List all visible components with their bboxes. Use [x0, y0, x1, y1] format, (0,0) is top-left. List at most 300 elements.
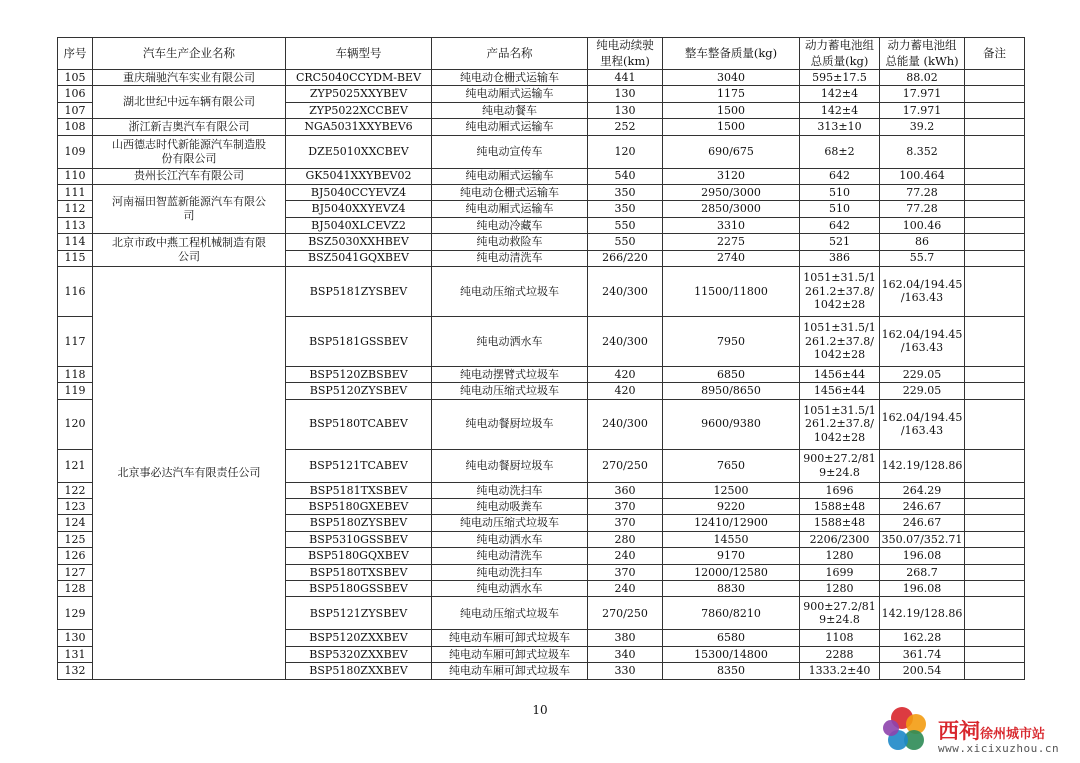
cell-product: 纯电动仓栅式运输车 — [432, 70, 588, 86]
cell-remark — [965, 102, 1025, 118]
page-number: 10 — [532, 703, 548, 717]
cell-range — [588, 482, 663, 498]
cell-range — [588, 646, 663, 662]
cell-company-line: 山西德志时代新能源汽车制造股 — [112, 137, 266, 151]
cell-no: 129 — [58, 597, 93, 630]
cell-range-line: 266/220 — [602, 251, 648, 265]
cell-range-line: 550 — [614, 235, 636, 249]
cell-company — [93, 266, 286, 679]
cell-energy-line: 162.04/194.45 — [881, 410, 963, 424]
cell-range — [588, 366, 663, 382]
cell-range — [588, 316, 663, 366]
cell-product: 纯电动车厢可卸式垃圾车 — [432, 663, 588, 679]
cell-product: 纯电动洒水车 — [432, 531, 588, 547]
cell-mass: 3310 — [663, 217, 800, 233]
cell-no: 110 — [58, 168, 93, 184]
cell-range — [588, 531, 663, 547]
cell-energy — [880, 630, 965, 646]
header-col-no — [58, 38, 93, 70]
cell-battery-mass — [800, 515, 880, 531]
cell-product: 纯电动宣传车 — [432, 135, 588, 168]
cell-company-line: 浙江新吉奥汽车有限公司 — [128, 120, 250, 134]
cell-model: BSP5120ZBSBEV — [286, 366, 432, 382]
header-col-energy — [880, 38, 965, 70]
cell-energy-line: 162.28 — [902, 631, 942, 645]
cell-energy-line: 86 — [915, 235, 929, 249]
cell-company-line: 重庆瑞驰汽车实业有限公司 — [123, 70, 255, 84]
cell-range — [588, 564, 663, 580]
cell-battery-mass — [800, 581, 880, 597]
cell-no: 127 — [58, 564, 93, 580]
cell-remark — [965, 168, 1025, 184]
cell-remark — [965, 135, 1025, 168]
cell-product: 纯电动洗扫车 — [432, 564, 588, 580]
header-col-product-line: 产品名称 — [486, 45, 533, 60]
cell-product: 纯电动餐厨垃圾车 — [432, 449, 588, 482]
header-col-mass — [663, 38, 800, 70]
cell-energy-line: /163.43 — [900, 424, 944, 438]
cell-no: 115 — [58, 250, 93, 266]
cell-energy — [880, 515, 965, 531]
cell-energy — [880, 482, 965, 498]
cell-no: 105 — [58, 70, 93, 86]
cell-no: 122 — [58, 482, 93, 498]
cell-no: 116 — [58, 266, 93, 316]
table-row — [58, 234, 1025, 250]
cell-energy-line: 162.04/194.45 — [881, 277, 963, 291]
cell-no: 131 — [58, 646, 93, 662]
cell-battery-mass-line: 1456±44 — [813, 367, 866, 381]
header-col-product — [432, 38, 588, 70]
cell-model: BSP5181TXSBEV — [286, 482, 432, 498]
cell-battery-mass — [800, 250, 880, 266]
cell-remark — [965, 531, 1025, 547]
cell-range — [588, 234, 663, 250]
cell-battery-mass — [800, 70, 880, 86]
table-row — [58, 135, 1025, 168]
cell-range-line: 550 — [614, 218, 636, 232]
cell-battery-mass-line: 900±27.2/81 — [803, 599, 876, 613]
cell-mass: 2950/3000 — [663, 184, 800, 200]
cell-mass: 3120 — [663, 168, 800, 184]
cell-energy — [880, 499, 965, 515]
cell-no: 112 — [58, 201, 93, 217]
cell-battery-mass-line: 521 — [829, 235, 850, 249]
cell-product: 纯电动餐车 — [432, 102, 588, 118]
cell-mass: 8830 — [663, 581, 800, 597]
cell-battery-mass — [800, 266, 880, 316]
cell-energy-line: 196.08 — [902, 549, 942, 563]
cell-mass: 6850 — [663, 366, 800, 382]
cell-battery-mass — [800, 531, 880, 547]
cell-battery-mass-line: 642 — [829, 218, 850, 232]
cell-battery-mass-line: 1333.2±40 — [808, 664, 871, 678]
cell-company-line: 湖北世纪中远车辆有限公司 — [123, 95, 255, 109]
cell-product: 纯电动摆臂式垃圾车 — [432, 366, 588, 382]
cell-energy — [880, 663, 965, 679]
cell-mass: 6580 — [663, 630, 800, 646]
cell-product: 纯电动厢式运输车 — [432, 86, 588, 102]
cell-mass: 15300/14800 — [663, 646, 800, 662]
cell-product: 纯电动吸粪车 — [432, 499, 588, 515]
cell-model: BSP5120ZYSBEV — [286, 383, 432, 399]
cell-range-line: 370 — [614, 565, 636, 579]
header-col-range-line: 纯电动续驶 — [596, 38, 654, 52]
cell-mass: 1175 — [663, 86, 800, 102]
cell-product: 纯电动压缩式垃圾车 — [432, 383, 588, 399]
cell-battery-mass-line: 642 — [829, 169, 850, 183]
cell-energy-line: 196.08 — [902, 581, 942, 595]
cell-product: 纯电动清洗车 — [432, 548, 588, 564]
cell-battery-mass-line: 510 — [829, 185, 850, 199]
cell-product: 纯电动救险车 — [432, 234, 588, 250]
cell-battery-mass-line: 1699 — [825, 565, 854, 579]
cell-model: BSP5180GXEBEV — [286, 499, 432, 515]
cell-remark — [965, 581, 1025, 597]
cell-battery-mass-line: 261.2±37.8/ — [805, 334, 874, 348]
cell-mass: 9220 — [663, 499, 800, 515]
cell-energy — [880, 168, 965, 184]
cell-mass: 9600/9380 — [663, 399, 800, 449]
cell-model: BSP5181GSSBEV — [286, 316, 432, 366]
cell-mass: 7860/8210 — [663, 597, 800, 630]
cell-model: BSP5180ZYSBEV — [286, 515, 432, 531]
cell-range-line: 270/250 — [602, 606, 648, 620]
cell-model: BSP5180TXSBEV — [286, 564, 432, 580]
cell-remark — [965, 119, 1025, 135]
cell-battery-mass-line: 1280 — [825, 581, 854, 595]
cell-battery-mass-line: 142±4 — [820, 87, 859, 101]
cell-product: 纯电动压缩式垃圾车 — [432, 597, 588, 630]
cell-product: 纯电动压缩式垃圾车 — [432, 266, 588, 316]
cell-model: ZYP5022XCCBEV — [286, 102, 432, 118]
header-col-model-line: 车辆型号 — [335, 45, 382, 60]
cell-remark — [965, 383, 1025, 399]
header-col-range-line: 里程(km) — [600, 53, 650, 68]
cell-range-line: 360 — [614, 483, 636, 497]
cell-mass: 9170 — [663, 548, 800, 564]
cell-range — [588, 399, 663, 449]
cell-range — [588, 70, 663, 86]
watermark-logo — [880, 698, 1075, 760]
cell-no: 120 — [58, 399, 93, 449]
cell-model: NGA5031XXYBEV6 — [286, 119, 432, 135]
cell-energy-line: 8.352 — [906, 144, 938, 158]
cell-battery-mass-line: 1588±48 — [813, 516, 866, 530]
cell-company — [93, 119, 286, 135]
cell-range-line: 240 — [614, 549, 636, 563]
cell-model: BSZ5041GQXBEV — [286, 250, 432, 266]
cell-product: 纯电动餐厨垃圾车 — [432, 399, 588, 449]
cell-remark — [965, 597, 1025, 630]
header-col-model — [286, 38, 432, 70]
cell-battery-mass — [800, 184, 880, 200]
cell-range — [588, 581, 663, 597]
cell-company — [93, 234, 286, 267]
cell-battery-mass-line: 1042±28 — [813, 298, 866, 312]
cell-no: 108 — [58, 119, 93, 135]
cell-remark — [965, 201, 1025, 217]
cell-range-line: 441 — [614, 70, 636, 84]
cell-energy-line: 88.02 — [906, 70, 938, 84]
watermark-brand-sub: 徐州城市站 — [980, 727, 1046, 742]
cell-energy — [880, 316, 965, 366]
cell-remark — [965, 399, 1025, 449]
cell-no: 117 — [58, 316, 93, 366]
cell-battery-mass-line: 142±4 — [820, 103, 859, 117]
cell-product: 纯电动厢式运输车 — [432, 201, 588, 217]
cell-energy-line: 77.28 — [906, 202, 938, 216]
cell-battery-mass — [800, 499, 880, 515]
cell-model: BSP5310GSSBEV — [286, 531, 432, 547]
cell-range — [588, 135, 663, 168]
cell-battery-mass — [800, 564, 880, 580]
cell-battery-mass — [800, 399, 880, 449]
cell-mass: 1500 — [663, 102, 800, 118]
cell-battery-mass — [800, 119, 880, 135]
cell-battery-mass — [800, 234, 880, 250]
cell-model: BSP5120ZXXBEV — [286, 630, 432, 646]
cell-energy — [880, 234, 965, 250]
cell-model: BJ5040CCYEVZ4 — [286, 184, 432, 200]
cell-battery-mass — [800, 217, 880, 233]
cell-mass: 11500/11800 — [663, 266, 800, 316]
cell-no: 123 — [58, 499, 93, 515]
cell-battery-mass — [800, 449, 880, 482]
cell-range — [588, 201, 663, 217]
cell-battery-mass — [800, 168, 880, 184]
cell-no: 119 — [58, 383, 93, 399]
cell-energy-line: 361.74 — [902, 647, 942, 661]
cell-range — [588, 515, 663, 531]
cell-range-line: 240 — [614, 581, 636, 595]
cell-mass: 8950/8650 — [663, 383, 800, 399]
cell-model: BSZ5030XXHBEV — [286, 234, 432, 250]
cell-battery-mass — [800, 201, 880, 217]
header-col-mass-line: 整车整备质量(kg) — [684, 45, 778, 60]
cell-energy — [880, 383, 965, 399]
cell-battery-mass-line: 1456±44 — [813, 384, 866, 398]
cell-company — [93, 70, 286, 86]
cell-battery-mass — [800, 646, 880, 662]
cell-battery-mass-line: 1042±28 — [813, 348, 866, 362]
cell-company-line: 北京事必达汽车有限责任公司 — [117, 465, 261, 479]
cell-model: GK5041XXYBEV02 — [286, 168, 432, 184]
cell-battery-mass-line: 9±24.8 — [819, 465, 860, 479]
cell-battery-mass-line: 510 — [829, 202, 850, 216]
cell-range — [588, 663, 663, 679]
cell-range-line: 240/300 — [602, 284, 648, 298]
cell-battery-mass-line: 595±17.5 — [812, 70, 867, 84]
cell-range — [588, 597, 663, 630]
cell-battery-mass-line: 9±24.8 — [819, 613, 860, 627]
cell-mass: 3040 — [663, 70, 800, 86]
cell-range-line: 370 — [614, 516, 636, 530]
header-col-remark — [965, 38, 1025, 70]
cell-mass: 12500 — [663, 482, 800, 498]
cell-battery-mass — [800, 630, 880, 646]
cell-no: 109 — [58, 135, 93, 168]
cell-no: 114 — [58, 234, 93, 250]
cell-battery-mass — [800, 102, 880, 118]
cell-range — [588, 250, 663, 266]
watermark-url: www.xicixuzhou.cn — [938, 742, 1060, 755]
cell-battery-mass-line: 2206/2300 — [809, 532, 870, 546]
table-row — [58, 266, 1025, 316]
cell-range-line: 130 — [614, 103, 636, 117]
cell-product: 纯电动厢式运输车 — [432, 119, 588, 135]
cell-energy — [880, 201, 965, 217]
cell-energy — [880, 597, 965, 630]
cell-range-line: 370 — [614, 499, 636, 513]
cell-product: 纯电动车厢可卸式垃圾车 — [432, 630, 588, 646]
cell-company-line: 份有限公司 — [161, 151, 217, 165]
cell-battery-mass-line: 1051±31.5/1 — [803, 321, 876, 335]
cell-remark — [965, 630, 1025, 646]
cell-no: 130 — [58, 630, 93, 646]
cell-energy-line: 55.7 — [909, 251, 935, 265]
cell-range-line: 280 — [614, 532, 636, 546]
cell-company — [93, 135, 286, 168]
cell-energy — [880, 646, 965, 662]
header-col-company — [93, 38, 286, 70]
cell-energy-line: 100.46 — [902, 218, 942, 232]
cell-energy-line: 162.04/194.45 — [881, 327, 963, 341]
cell-mass: 14550 — [663, 531, 800, 547]
cell-range-line: 420 — [614, 384, 636, 398]
cell-range — [588, 383, 663, 399]
header-col-remark-line: 备注 — [983, 45, 1006, 60]
cell-remark — [965, 564, 1025, 580]
cell-energy — [880, 135, 965, 168]
table-header-row — [58, 38, 1025, 70]
cell-remark — [965, 184, 1025, 200]
cell-no: 118 — [58, 366, 93, 382]
cell-model: BJ5040XXYEVZ4 — [286, 201, 432, 217]
cell-company — [93, 168, 286, 184]
cell-energy-line: 264.29 — [902, 483, 942, 497]
cell-battery-mass — [800, 548, 880, 564]
cell-remark — [965, 250, 1025, 266]
cell-energy-line: 39.2 — [909, 120, 935, 134]
cell-energy-line: 200.54 — [902, 664, 942, 678]
cell-remark — [965, 449, 1025, 482]
cell-battery-mass — [800, 86, 880, 102]
pinwheel-logo-icon — [880, 702, 934, 756]
cell-energy-line: 17.971 — [902, 87, 942, 101]
cell-battery-mass-line: 2288 — [825, 647, 854, 661]
cell-company-line: 贵州长江汽车有限公司 — [134, 169, 244, 183]
cell-range-line: 240/300 — [602, 334, 648, 348]
cell-battery-mass-line: 1108 — [825, 631, 854, 645]
cell-energy — [880, 581, 965, 597]
cell-remark — [965, 366, 1025, 382]
header-col-energy-line: 总能量 (kWh) — [885, 53, 959, 68]
cell-product: 纯电动洒水车 — [432, 581, 588, 597]
cell-energy — [880, 449, 965, 482]
cell-remark — [965, 234, 1025, 250]
watermark-brand-name: 西祠 — [938, 719, 980, 743]
cell-energy — [880, 564, 965, 580]
cell-energy — [880, 119, 965, 135]
cell-model: ZYP5025XXYBEV — [286, 86, 432, 102]
cell-energy-line: 17.971 — [902, 103, 942, 117]
cell-battery-mass-line: 1051±31.5/1 — [803, 271, 876, 285]
cell-remark — [965, 499, 1025, 515]
cell-battery-mass-line: 313±10 — [817, 120, 862, 134]
cell-energy — [880, 366, 965, 382]
cell-product: 纯电动仓栅式运输车 — [432, 184, 588, 200]
header-col-battery-mass-line: 总质量(kg) — [810, 53, 869, 68]
cell-no: 126 — [58, 548, 93, 564]
table-row — [58, 184, 1025, 200]
header-col-range — [588, 38, 663, 70]
cell-product: 纯电动车厢可卸式垃圾车 — [432, 646, 588, 662]
cell-range — [588, 630, 663, 646]
cell-product: 纯电动清洗车 — [432, 250, 588, 266]
cell-model: BSP5180GSSBEV — [286, 581, 432, 597]
cell-energy — [880, 102, 965, 118]
vehicle-catalog-table — [57, 37, 1025, 680]
cell-range — [588, 548, 663, 564]
table-row — [58, 168, 1025, 184]
cell-energy-line: 268.7 — [906, 565, 938, 579]
cell-mass: 690/675 — [663, 135, 800, 168]
table-row — [58, 86, 1025, 102]
cell-model: BSP5180TCABEV — [286, 399, 432, 449]
cell-no: 111 — [58, 184, 93, 200]
cell-energy-line: /163.43 — [900, 291, 944, 305]
cell-battery-mass — [800, 663, 880, 679]
cell-product: 纯电动压缩式垃圾车 — [432, 515, 588, 531]
cell-mass: 12410/12900 — [663, 515, 800, 531]
cell-range — [588, 499, 663, 515]
cell-battery-mass — [800, 135, 880, 168]
cell-product: 纯电动洗扫车 — [432, 482, 588, 498]
cell-mass: 2740 — [663, 250, 800, 266]
cell-remark — [965, 663, 1025, 679]
cell-energy — [880, 217, 965, 233]
cell-battery-mass-line: 261.2±37.8/ — [805, 284, 874, 298]
cell-battery-mass-line: 68±2 — [824, 144, 855, 158]
cell-mass: 12000/12580 — [663, 564, 800, 580]
cell-battery-mass — [800, 482, 880, 498]
cell-battery-mass — [800, 597, 880, 630]
cell-energy-line: /163.43 — [900, 341, 944, 355]
cell-no: 128 — [58, 581, 93, 597]
cell-remark — [965, 482, 1025, 498]
cell-range-line: 340 — [614, 647, 636, 661]
cell-range — [588, 119, 663, 135]
cell-mass: 7650 — [663, 449, 800, 482]
cell-battery-mass-line: 900±27.2/81 — [803, 452, 876, 466]
cell-battery-mass-line: 261.2±37.8/ — [805, 417, 874, 431]
cell-battery-mass-line: 386 — [829, 251, 850, 265]
cell-energy — [880, 184, 965, 200]
cell-model: BSP5181ZYSBEV — [286, 266, 432, 316]
cell-energy-line: 142.19/128.86 — [881, 606, 963, 620]
cell-energy-line: 229.05 — [902, 384, 942, 398]
cell-range — [588, 102, 663, 118]
cell-range-line: 240/300 — [602, 417, 648, 431]
cell-no: 132 — [58, 663, 93, 679]
cell-range — [588, 449, 663, 482]
header-col-no-line: 序号 — [63, 45, 87, 60]
header-col-battery-mass — [800, 38, 880, 70]
cell-energy — [880, 250, 965, 266]
cell-remark — [965, 548, 1025, 564]
cell-model: BSP5320ZXXBEV — [286, 646, 432, 662]
